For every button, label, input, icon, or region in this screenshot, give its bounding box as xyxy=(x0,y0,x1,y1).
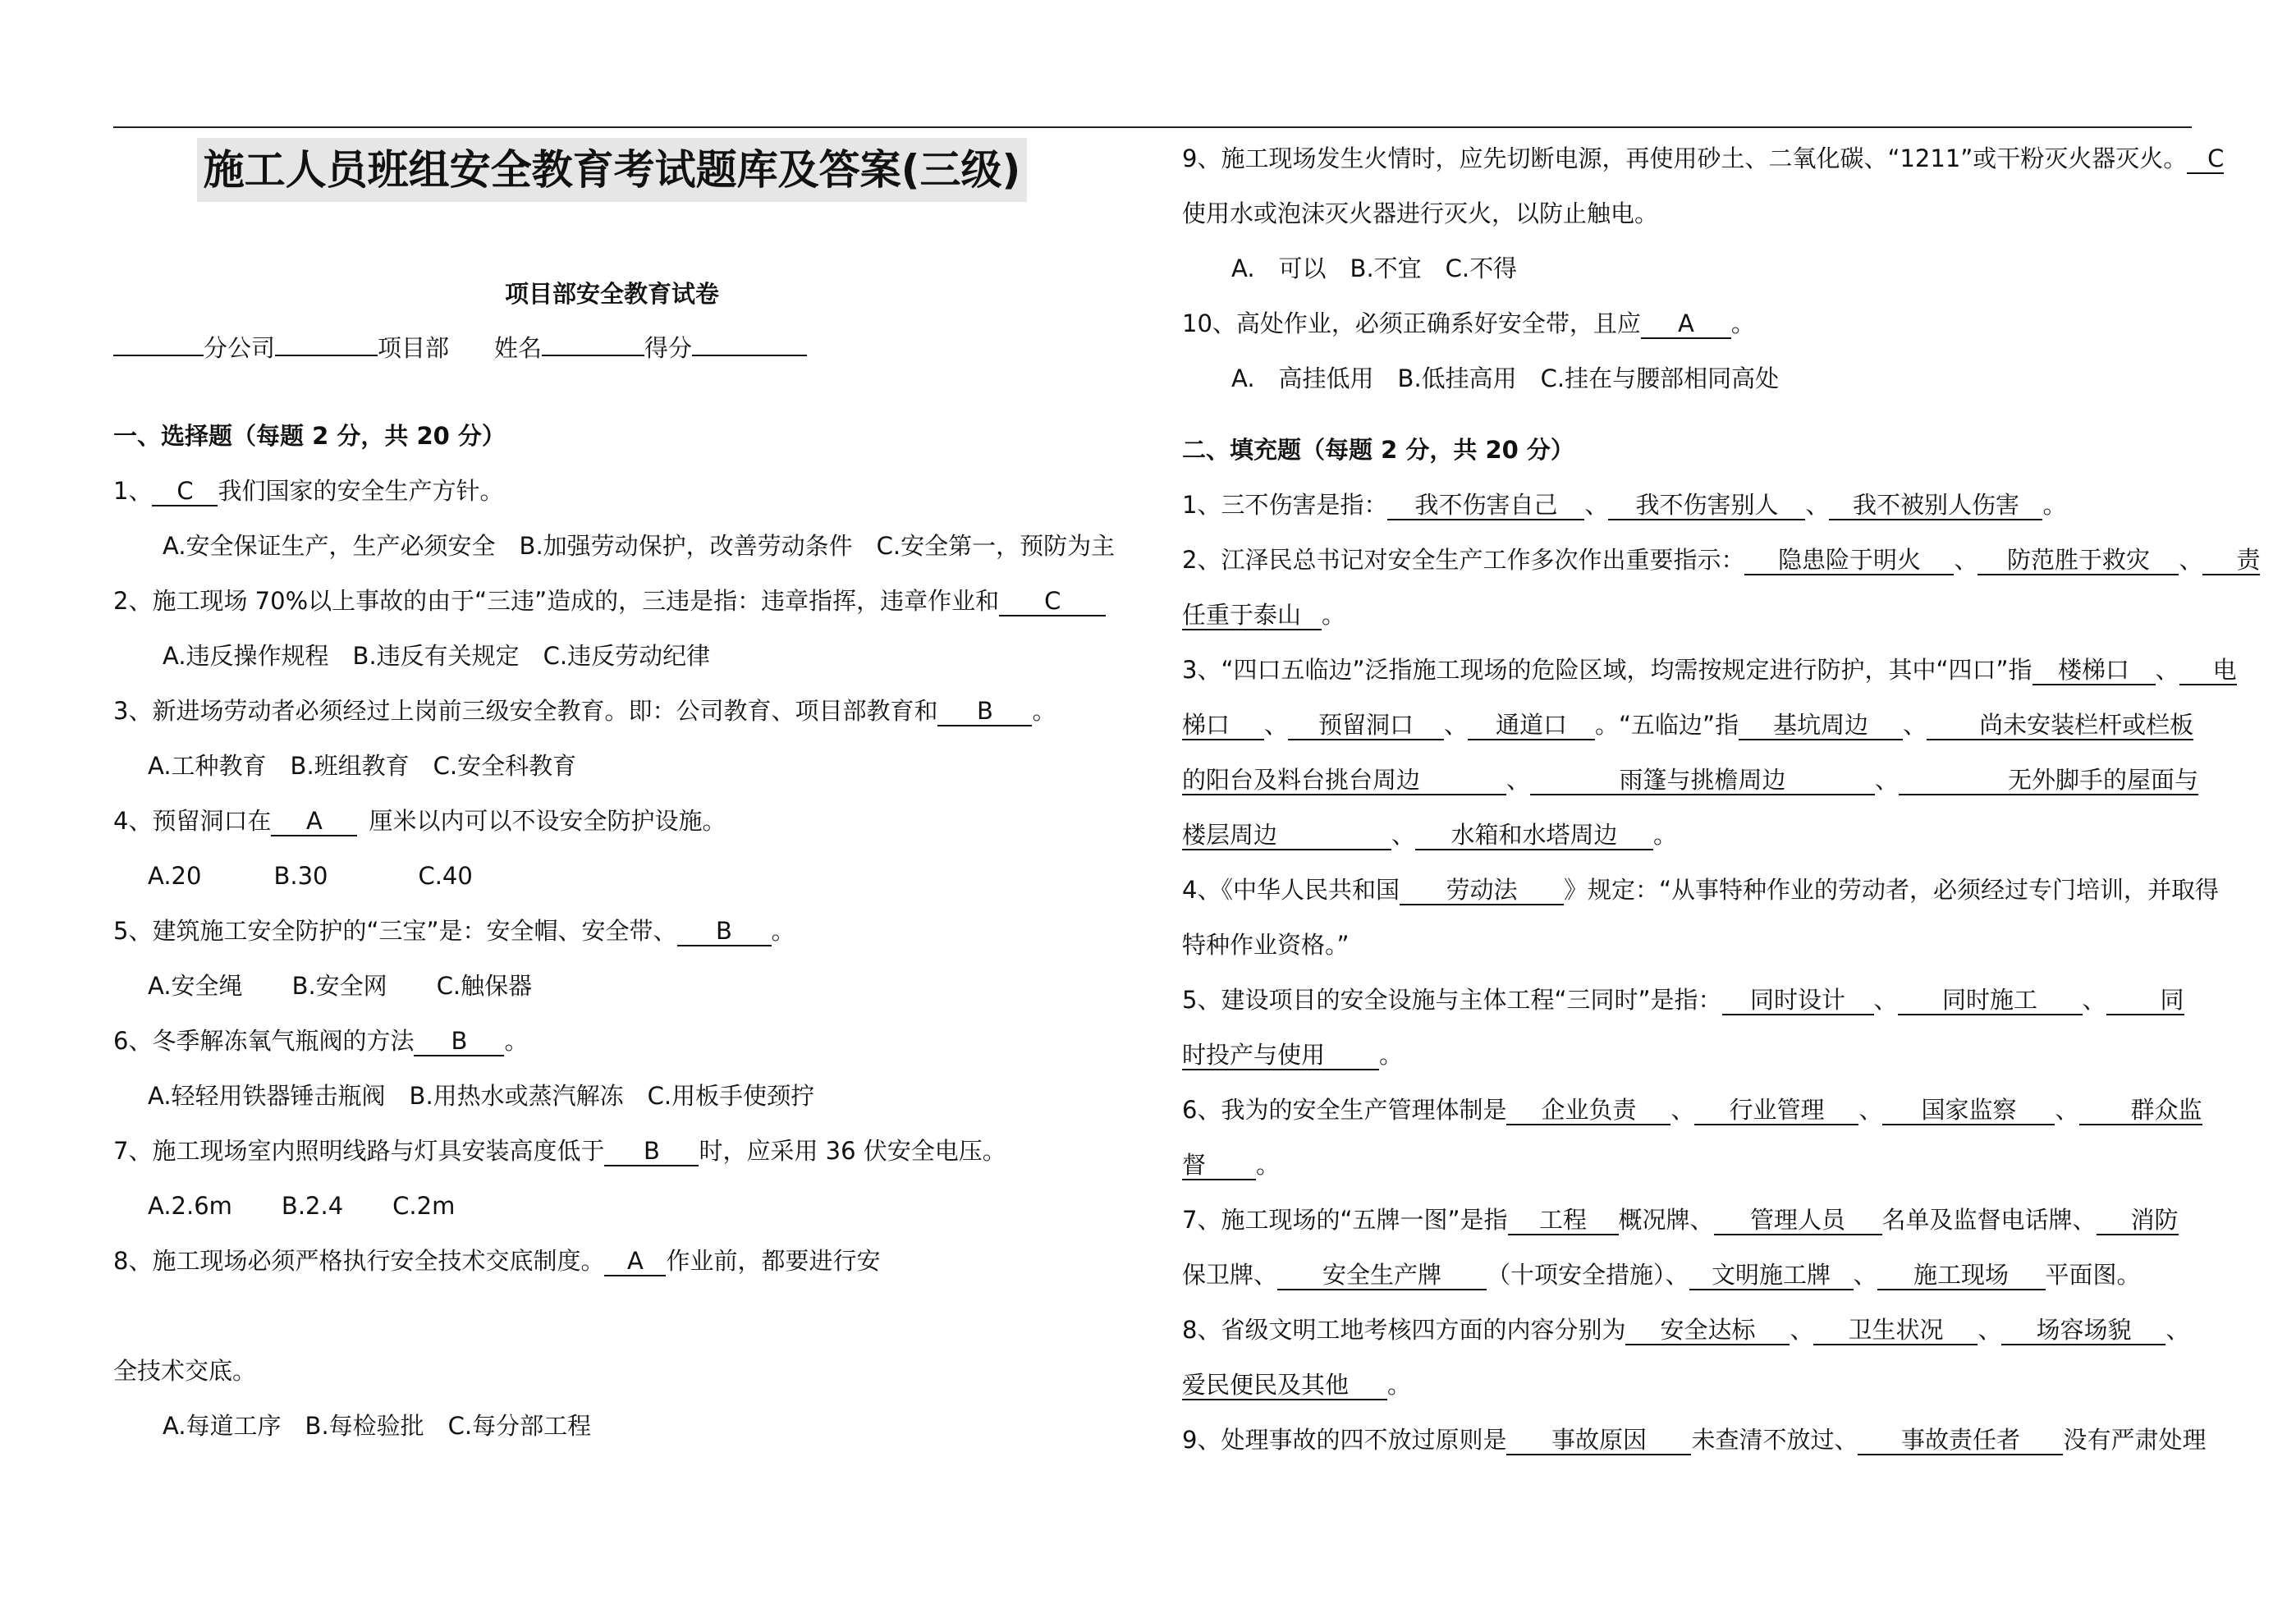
answer-blank: 督 xyxy=(1182,1151,1256,1180)
question-9: 9、施工现场发生火情时，应先切断电源，再使用砂土、二氧化碳、“1211”或干粉灭火器灭火。 C xyxy=(1182,144,2225,172)
answer-blank: 时投产与使用 xyxy=(1182,1041,1379,1070)
answer-blank: B xyxy=(937,697,1032,726)
fill-4: 4、《中华人民共和国 劳动法 》规定：“从事特种作业的劳动者，必须经过专门培训，并取得 xyxy=(1182,876,2219,904)
options: A.20 B.30 C.40 xyxy=(148,862,473,890)
document-title: 施工人员班组安全教育考试题库及答案(三级) xyxy=(197,138,1028,202)
answer-blank: 尚未安装栏杆或栏板 xyxy=(1927,711,2193,740)
answer-blank: A xyxy=(604,1247,666,1276)
question-6: 6、冬季解冻氧气瓶阀的方法 B 。 xyxy=(113,1027,529,1055)
header-fields xyxy=(113,321,1111,376)
options: A.违反操作规程 B.违反有关规定 C.违反劳动纪律 xyxy=(163,642,711,670)
answer-blank: 电 xyxy=(2179,656,2237,685)
question-9-cont: 使用水或泡沫灭火器进行灭火，以防止触电。 xyxy=(1182,199,1659,227)
answer-blank: 场容场貌 xyxy=(2001,1316,2165,1345)
field-label: 得分 xyxy=(644,334,693,362)
question-3: 3、新进场劳动者必须经过上岗前三级安全教育。即：公司教育、项目部教育和 B 。 xyxy=(113,697,1056,725)
options: A. 可以 B.不宜 C.不得 xyxy=(1231,254,1518,282)
fill-1: 1、三不伤害是指： 我不伤害自己 、 我不伤害别人 、 我不被别人伤害 。 xyxy=(1182,491,2067,519)
header-rule xyxy=(113,126,2192,128)
question-8: 8、施工现场必须严格执行安全技术交底制度。 A 作业前，都要进行安 xyxy=(113,1247,881,1275)
question-4: 4、预留洞口在 A 厘米以内可以不设安全防护设施。 xyxy=(113,807,726,835)
question-1: 1、 C 我们国家的安全生产方针。 xyxy=(113,477,504,505)
answer-blank: 劳动法 xyxy=(1400,876,1564,905)
blank xyxy=(275,355,378,356)
exam-subtitle: 项目部安全教育试卷 xyxy=(504,280,719,308)
options: A. 高挂低用 B.低挂高用 C.挂在与腰部相同高处 xyxy=(1231,364,1780,392)
answer-blank: 预留洞口 xyxy=(1288,711,1444,740)
answer-blank: B xyxy=(414,1027,504,1056)
answer-blank: C xyxy=(152,477,218,506)
section-heading: 二、填充题（每题 2 分，共 20 分） xyxy=(1182,436,1574,464)
fill-2: 2、江泽民总书记对安全生产工作多次作出重要指示： 隐患险于明火 、 防范胜于救灾 、 责 xyxy=(1182,546,2261,574)
answer-blank: 我不伤害自己 xyxy=(1387,491,1584,520)
answer-blank: 责 xyxy=(2202,546,2260,575)
left-column xyxy=(113,131,1116,1454)
answer-blank: 我不伤害别人 xyxy=(1608,491,1805,520)
field-label: 分公司 xyxy=(204,334,276,362)
answer-blank: 安全生产牌 xyxy=(1277,1261,1487,1290)
answer-blank: 我不被别人伤害 xyxy=(1829,491,2042,520)
question-2: 2、施工现场 70%以上事故的由于“三违”造成的，三违是指：违章指挥，违章作业和 C xyxy=(113,574,1111,629)
answer-blank: 楼层周边 xyxy=(1182,821,1391,850)
blank xyxy=(542,355,644,356)
options: A.每道工序 B.每检验批 C.每分部工程 xyxy=(163,1412,592,1440)
answer-blank: 安全达标 xyxy=(1625,1316,1790,1345)
answer-blank: 梯口 xyxy=(1182,711,1264,740)
question-10: 10、高处作业，必须正确系好安全带，且应 A 。 xyxy=(1182,309,1755,337)
blank xyxy=(113,355,204,356)
fill-9: 9、处理事故的四不放过原则是 事故原因 未查清不放过、 事故责任者 没有严肃处理 xyxy=(1182,1426,2207,1454)
answer-blank: 任重于泰山 xyxy=(1182,601,1322,630)
answer-blank: 雨篷与挑檐周边 xyxy=(1530,766,1875,795)
answer-blank: 企业负责 xyxy=(1506,1096,1670,1125)
answer-blank: C xyxy=(999,587,1106,616)
answer-blank: 文明施工牌 xyxy=(1689,1261,1854,1290)
options: A.轻轻用铁器锤击瓶阀 B.用热水或蒸汽解冻 C.用板手使颈拧 xyxy=(148,1082,815,1110)
answer-blank: 水箱和水塔周边 xyxy=(1415,821,1653,850)
answer-blank: 施工现场 xyxy=(1877,1261,2046,1290)
answer-blank: 消防 xyxy=(2097,1206,2179,1235)
blank xyxy=(692,355,807,356)
answer-blank: 卫生状况 xyxy=(1813,1316,1977,1345)
fill-7: 7、施工现场的“五牌一图”是指 工程 概况牌、 管理人员 名单及监督电话牌、 消防 xyxy=(1182,1206,2179,1234)
options: A.安全保证生产，生产必须安全 B.加强劳动保护，改善劳动条件 C.安全第一，预防为主 xyxy=(163,532,1116,560)
fill-8: 8、省级文明工地考核四方面的内容分别为 安全达标 、 卫生状况 、 场容场貌 、 xyxy=(1182,1316,2190,1344)
field-label: 项目部 xyxy=(378,334,450,362)
answer-blank: 事故责任者 xyxy=(1858,1426,2063,1455)
fill-3: 3、“四口五临边”泛指施工现场的危险区域，均需按规定进行防护，其中“四口”指 楼梯口 、 电 xyxy=(1182,656,2237,684)
answer-blank: 国家监察 xyxy=(1882,1096,2055,1125)
answer-blank: 事故原因 xyxy=(1506,1426,1691,1455)
options: A.安全绳 B.安全网 C.触保器 xyxy=(148,972,533,1000)
options: A.2.6m B.2.4 C.2m xyxy=(148,1192,456,1220)
answer-blank: 无外脚手的屋面与 xyxy=(1899,766,2198,795)
fill-6: 6、我为的安全生产管理体制是 企业负责 、 行业管理 、 国家监察 、 群众监 xyxy=(1182,1096,2202,1124)
question-5: 5、建筑施工安全防护的“三宝”是：安全帽、安全带、 B 。 xyxy=(113,917,795,945)
answer-blank: 行业管理 xyxy=(1694,1096,1858,1125)
answer-blank: 楼梯口 xyxy=(2032,656,2156,685)
answer-blank: A xyxy=(271,807,357,836)
answer-blank: C xyxy=(2187,144,2224,174)
answer-blank: A xyxy=(1641,309,1731,339)
answer-blank: 同时设计 xyxy=(1722,986,1874,1015)
section-heading: 一、选择题（每题 2 分，共 20 分） xyxy=(113,422,506,450)
answer-blank: 基坑周边 xyxy=(1739,711,1903,740)
fill-5: 5、建设项目的安全设施与主体工程“三同时”是指： 同时设计 、 同时施工 、 同 xyxy=(1182,986,2184,1014)
question-7: 7、施工现场室内照明线路与灯具安装高度低于 B 时，应采用 36 伏安全电压。 xyxy=(113,1137,1006,1165)
answer-blank: 群众监 xyxy=(2079,1096,2202,1125)
answer-blank: 同时施工 xyxy=(1898,986,2083,1015)
answer-blank: B xyxy=(604,1137,699,1166)
answer-blank: 工程 xyxy=(1508,1206,1619,1235)
answer-blank: 的阳台及料台挑台周边 xyxy=(1182,766,1506,795)
right-column: 9、施工现场发生火情时，应先切断电源，再使用砂土、二氧化碳、“1211”或干粉灭火器灭火。 C 使用水或泡沫灭火器进行灭火，以防止触电。 A. 可以 B.不宜 C.不得 10、高处作业，必须正确系好安全带，且应 A 。 A. 高挂低用 B.低挂高用 C.挂在与腰部相同高处 二、填充题（每题 2 分，共 20 分） 1、三不伤害是指： 我不伤害自己 、 我不伤害别人 、 我不被别人伤害 。 2、江泽民总书记对安全生产工作多次作出重要指示： 隐患险于明火 、 防范胜于救灾 、 责 任重于泰山 。 3、“四口五临边”泛指施工现场的危险区域，均需按规定进行防护，其中“四口”指 楼梯口 、 电 梯口 、 预留洞口 、 通道口 。“五临边”指 基坑周边 、 尚未安装栏杆或栏板 的阳台及料台挑台周边 、 雨篷与挑檐周边 、 无外脚手的屋面与 楼层周边 、 水箱和水塔周边 。 4、《中华人民共和国 劳动法 》规定：“从事特种作业的劳动者，必须经过专门培训，并取得 特种作业资格。” 5、建设项目的安全设施与主体工程“三同时”是指： 同时设计 、 同时施工 、 同 时投产与使用 。 6、我为的安全生产管理体制是 企业负责 、 行业管理 、 国家监察 、 群众监 督 。 7、施工现场的“五牌一图”是指 工程 概况牌、 管理人员 名单及监督电话牌、 消防 保卫牌、 安全生产牌 （十项安全措施）、 文明施工牌 、 施工现场 平面图。 8、省级文明工地考核四方面的内容分别为 安全达标 、 卫生状况 、 场容场貌 、 爱民便民及其他 。 9、处理事故的四不放过原则是 事故原因 未查清不放过、 事故责任者 没有严肃处理 xyxy=(1182,131,2192,1468)
answer-blank: 同 xyxy=(2106,986,2184,1015)
answer-blank: 隐患险于明火 xyxy=(1744,546,1954,575)
field-label: 姓名 xyxy=(494,334,543,362)
question-8-cont: 全技术交底。 xyxy=(113,1357,257,1385)
answer-blank: 爱民便民及其他 xyxy=(1182,1371,1387,1400)
answer-blank: 防范胜于救灾 xyxy=(1977,546,2179,575)
answer-blank: 管理人员 xyxy=(1714,1206,1882,1235)
options: A.工种教育 B.班组教育 C.安全科教育 xyxy=(148,752,577,780)
answer-blank: B xyxy=(677,917,772,946)
answer-blank: 通道口 xyxy=(1468,711,1595,740)
